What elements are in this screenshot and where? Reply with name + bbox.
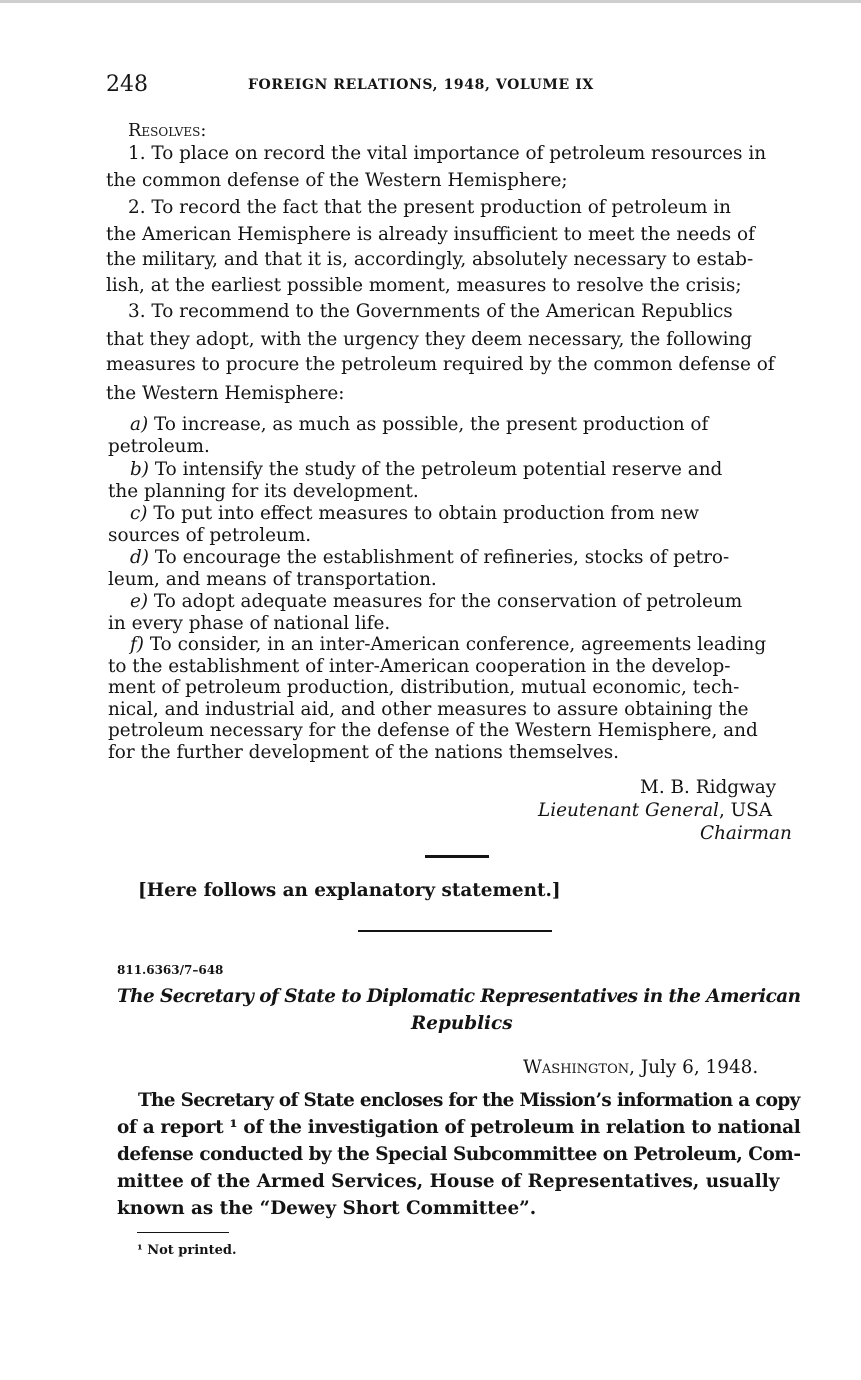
page-number: 248 [106, 72, 148, 97]
measure-continuation: the planning for its development. [108, 480, 419, 502]
measure-continuation: in every phase of national life. [108, 612, 391, 634]
measure-text: To adopt adequate measures for the conservation of petroleum [153, 591, 743, 612]
resolution-line: the military, and that it is, accordingly, absolutely necessary to estab- [106, 249, 754, 270]
signature-title: Chairman [700, 823, 792, 844]
measure-letter: e) [130, 591, 149, 612]
resolution-line: 1. To place on record the vital importance of petroleum resources in [128, 143, 767, 164]
resolution-line: measures to procure the petroleum required by the common defense of [106, 354, 775, 375]
section-divider-long [358, 930, 552, 932]
measure-continuation: petroleum necessary for the defense of the Western Hemisphere, and [108, 720, 758, 741]
resolution-line: the American Hemisphere is already insufficient to meet the needs of [106, 224, 755, 245]
measure-text: To intensify the study of the petroleum potential reserve and [154, 459, 723, 480]
measure-letter: c) [130, 503, 148, 524]
page-header [106, 72, 806, 102]
body-line: known as the “Dewey Short Committee”. [117, 1198, 537, 1219]
measure-item [130, 503, 699, 524]
measure-continuation: nical, and industrial aid, and other measures to assure obtaining the [108, 698, 749, 720]
resolution-line: lish, at the earliest possible moment, measures to resolve the crisis; [106, 275, 742, 296]
measure-continuation: ment of petroleum production, distribution, mutual economic, tech- [108, 677, 740, 698]
resolution-line: that they adopt, with the urgency they deem necessary, the following [106, 329, 753, 350]
resolution-line: 2. To record the fact that the present production of petroleum in [128, 197, 731, 218]
measure-item [130, 414, 708, 435]
document-title-line-1: The Secretary of State to Diplomatic Representatives in the American [117, 986, 801, 1007]
dateline-date: , July 6, 1948. [629, 1057, 759, 1078]
measure-letter: f) [130, 634, 144, 655]
measure-letter: a) [130, 414, 149, 435]
measure-text: To put into effect measures to obtain production from new [153, 503, 699, 524]
resolution-line: the common defense of the Western Hemisphere; [106, 170, 568, 191]
signature-rank-italic: Lieutenant General [538, 800, 719, 821]
measure-continuation: leum, and means of transportation. [108, 568, 437, 590]
measure-continuation: petroleum. [108, 435, 210, 457]
resolves-heading: Resolves: [128, 120, 207, 141]
measure-item [130, 459, 722, 480]
resolution-line: the Western Hemisphere: [106, 383, 345, 404]
running-head: FOREIGN RELATIONS, 1948, VOLUME IX [248, 77, 594, 93]
measure-text: To encourage the establishment of refineries, stocks of petro- [154, 547, 730, 568]
signature-rank [538, 800, 772, 821]
measure-continuation: to the establishment of inter-American cooperation in the develop- [108, 655, 731, 677]
measure-continuation: sources of petroleum. [108, 524, 312, 546]
measure-letter: b) [130, 459, 149, 480]
measure-text: To consider, in an inter-American conference, agreements leading [149, 634, 767, 655]
editorial-note: [Here follows an explanatory statement.] [138, 880, 561, 901]
dateline [523, 1057, 758, 1078]
measure-item [130, 634, 766, 655]
measure-text: To increase, as much as possible, the present production of [154, 414, 709, 435]
measure-item [130, 591, 742, 612]
footnote: ¹ Not printed. [137, 1243, 237, 1258]
body-line: of a report ¹ of the investigation of petroleum in relation to national [117, 1117, 801, 1138]
body-line: mittee of the Armed Services, House of Representatives, usually [117, 1171, 780, 1192]
dateline-place: Washington [523, 1057, 630, 1078]
body-line: The Secretary of State encloses for the Mission’s information a copy [138, 1090, 800, 1111]
measure-item [130, 547, 729, 568]
document-title-line-2: Republics [411, 1013, 513, 1034]
section-divider-short [425, 855, 489, 858]
footnote-rule [137, 1232, 229, 1233]
body-line: defense conducted by the Special Subcommittee on Petroleum, Com- [117, 1144, 801, 1165]
measure-continuation: for the further development of the nations themselves. [108, 741, 620, 763]
measure-letter: d) [130, 547, 149, 568]
file-number: 811.6363/7–648 [117, 963, 224, 977]
resolution-line: 3. To recommend to the Governments of the American Republics [128, 301, 733, 322]
signature-name: M. B. Ridgway [640, 777, 777, 798]
signature-rank-suffix: , USA [718, 800, 773, 821]
